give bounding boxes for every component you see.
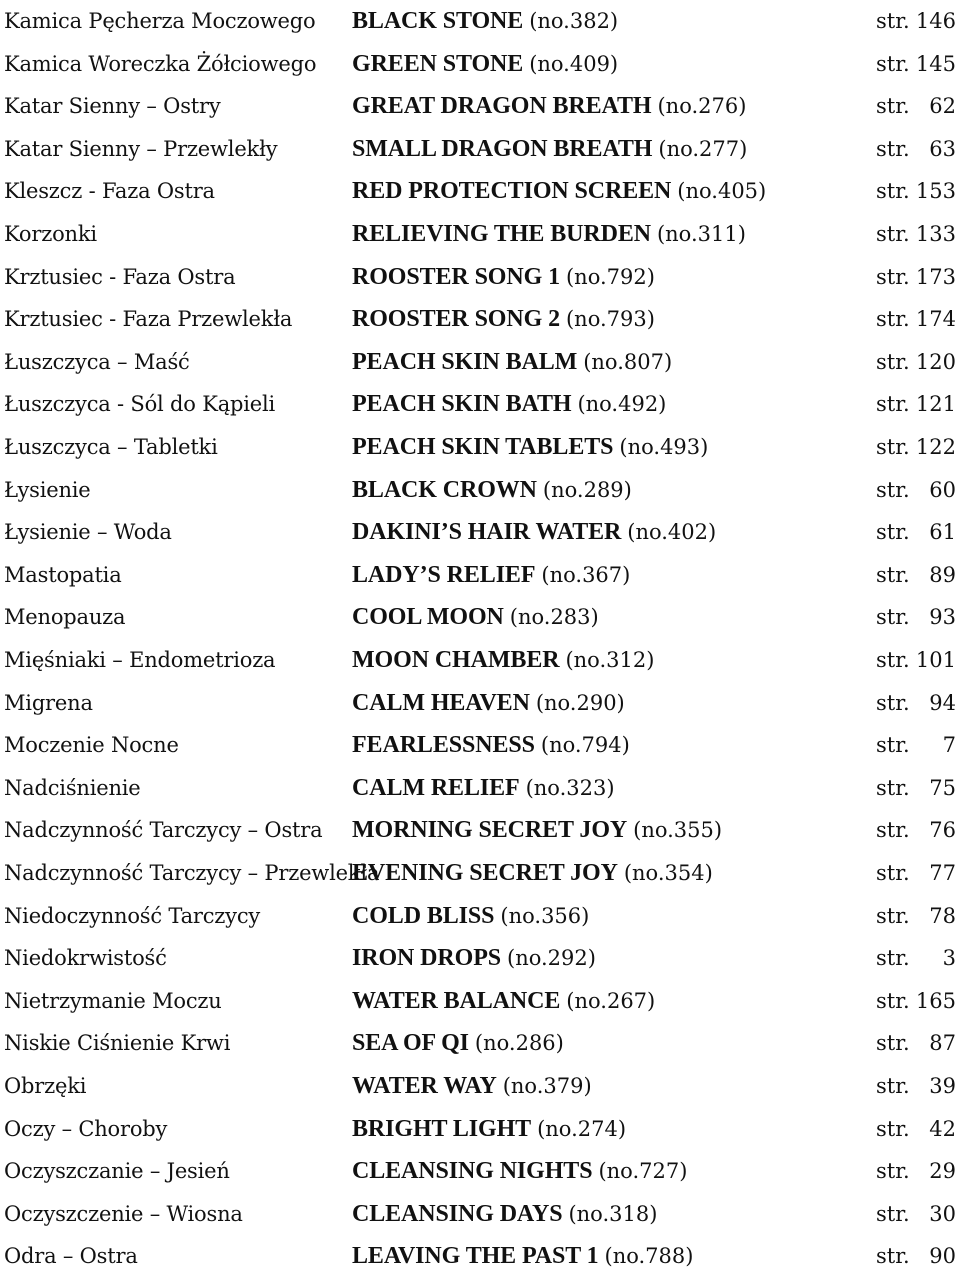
page-number: 90: [929, 1244, 956, 1269]
page-prefix: str.: [876, 222, 910, 246]
remedy-cell: [352, 852, 713, 894]
page-prefix: str.: [876, 946, 910, 971]
index-entry-row: [0, 682, 960, 724]
page-prefix: str.: [876, 264, 910, 289]
condition-name: Łysienie – Woda: [4, 520, 172, 545]
remedy-cell: [352, 213, 746, 255]
page-number: 101: [915, 648, 956, 672]
remedy-number: (no.292): [507, 946, 596, 971]
condition-name: Kamica Pęcherza Moczowego: [4, 9, 316, 33]
remedy-cell: [352, 426, 708, 468]
remedy-name: FEARLESSNESS: [352, 732, 535, 759]
index-entry-row: [0, 256, 960, 298]
remedy-number: (no.794): [540, 733, 630, 758]
index-entry-row: [0, 1065, 960, 1107]
index-entry-row: [0, 1193, 960, 1235]
condition-name: Łuszczyca – Maść: [4, 349, 190, 374]
index-entry-row: [0, 980, 960, 1022]
remedy-name: PEACH SKIN BATH: [352, 391, 572, 418]
remedy-name: PEACH SKIN TABLETS: [352, 434, 614, 460]
page-number: 173: [915, 264, 956, 289]
page-number: 93: [929, 605, 956, 630]
index-entry-row: [0, 724, 960, 766]
condition-name: Korzonki: [4, 222, 97, 246]
condition-name: Mastopatia: [4, 562, 122, 587]
page-prefix: str.: [876, 94, 910, 119]
index-entry-row: [0, 85, 960, 127]
remedy-number: (no.312): [565, 648, 655, 672]
page-prefix: str.: [876, 690, 910, 715]
index-entry-row: [0, 128, 960, 170]
remedy-number: (no.793): [565, 307, 655, 332]
page-number: 121: [915, 392, 956, 417]
index-entry-row: [0, 809, 960, 851]
index-entry-row: [0, 298, 960, 340]
page-prefix: str.: [876, 307, 910, 332]
remedy-cell: [352, 937, 596, 979]
page-prefix: str.: [876, 903, 910, 928]
page-number: 63: [929, 136, 956, 161]
remedy-cell: [352, 511, 716, 553]
page-number: 133: [915, 222, 956, 246]
condition-name: Niskie Ciśnienie Krwi: [4, 1031, 231, 1056]
condition-name: Krztusiec - Faza Ostra: [4, 264, 236, 289]
page-number: 174: [915, 307, 956, 332]
remedy-name: PEACH SKIN BALM: [352, 348, 578, 375]
index-entry-row: [0, 852, 960, 894]
remedy-number: (no.354): [623, 861, 713, 885]
page-prefix: str.: [876, 605, 910, 630]
remedy-cell: [352, 1235, 693, 1277]
page-number: 61: [929, 520, 956, 545]
remedy-cell: [352, 298, 655, 340]
remedy-cell: [352, 554, 630, 596]
index-entry-row: [0, 1022, 960, 1064]
remedy-cell: [352, 767, 615, 809]
remedy-number: (no.409): [529, 51, 619, 76]
remedy-number: (no.727): [598, 1159, 688, 1184]
page-number: 42: [929, 1116, 956, 1141]
remedy-cell: [352, 596, 599, 638]
remedy-cell: [352, 980, 655, 1022]
index-entry-row: [0, 1235, 960, 1277]
page-number: 94: [929, 690, 956, 715]
remedy-cell: [352, 469, 632, 511]
remedy-cell: [352, 895, 589, 937]
page-number: 120: [915, 349, 956, 374]
page-number: 7: [942, 733, 956, 758]
condition-name: Nadczynność Tarczycy – Przewlekła: [4, 861, 380, 885]
page-prefix: str.: [876, 1116, 910, 1141]
remedy-cell: [352, 639, 654, 681]
index-entry-row: [0, 341, 960, 383]
page-prefix: str.: [876, 818, 910, 843]
remedy-number: (no.323): [525, 775, 615, 800]
page-number: 122: [915, 435, 956, 459]
index-entry-row: [0, 383, 960, 425]
remedy-number: (no.382): [529, 9, 619, 33]
remedy-number: (no.356): [500, 903, 590, 928]
remedy-name: CLEANSING DAYS: [352, 1200, 563, 1227]
condition-name: Migrena: [4, 690, 93, 715]
page-prefix: str.: [876, 562, 910, 587]
page-prefix: str.: [876, 349, 910, 374]
condition-name: Odra – Ostra: [4, 1244, 138, 1269]
remedy-number: (no.290): [535, 690, 625, 715]
remedy-name: IRON DROPS: [352, 945, 502, 972]
page-prefix: str.: [876, 1074, 910, 1098]
condition-name: Mięśniaki – Endometrioza: [4, 648, 276, 672]
remedy-name: COLD BLISS: [352, 902, 495, 929]
index-entry-row: [0, 43, 960, 85]
page-prefix: str.: [876, 136, 910, 161]
remedy-cell: [352, 809, 722, 851]
condition-name: Kamica Woreczka Żółciowego: [4, 51, 317, 76]
remedy-number: (no.267): [566, 988, 656, 1013]
page-prefix: str.: [876, 861, 910, 885]
remedy-cell: [352, 1022, 564, 1064]
remedy-cell: [352, 383, 666, 425]
remedy-name: CALM HEAVEN: [352, 689, 530, 716]
remedy-cell: [352, 341, 672, 383]
page-prefix: str.: [876, 733, 910, 758]
page-prefix: str.: [876, 775, 910, 800]
remedy-name: BRIGHT LIGHT: [352, 1115, 532, 1142]
remedy-name: RED PROTECTION SCREEN: [352, 178, 672, 205]
page-number: 60: [929, 477, 956, 502]
remedy-name: RELIEVING THE BURDEN: [352, 221, 651, 247]
condition-name: Katar Sienny – Ostry: [4, 94, 221, 119]
index-entry-row: [0, 596, 960, 638]
page-number: 145: [915, 51, 956, 76]
index-entry-row: [0, 1108, 960, 1150]
index-entry-row: [0, 213, 960, 255]
remedy-name: BLACK STONE: [352, 8, 524, 34]
remedy-cell: [352, 682, 625, 724]
remedy-name: WATER BALANCE: [352, 987, 561, 1014]
remedy-number: (no.311): [656, 222, 746, 246]
page-number: 76: [929, 818, 956, 843]
condition-name: Nadciśnienie: [4, 775, 141, 800]
remedy-name: COOL MOON: [352, 604, 504, 631]
remedy-name: LADY’S RELIEF: [352, 561, 536, 588]
condition-name: Niedoczynność Tarczycy: [4, 903, 261, 928]
remedy-number: (no.318): [568, 1201, 658, 1226]
remedy-name: LEAVING THE PAST 1: [352, 1243, 599, 1270]
index-entry-row: [0, 937, 960, 979]
remedy-name: SMALL DRAGON BREATH: [352, 135, 653, 162]
condition-name: Łysienie: [4, 477, 91, 502]
page-number: 3: [942, 946, 956, 971]
remedy-number: (no.286): [474, 1031, 564, 1056]
remedy-cell: [352, 43, 618, 85]
index-entry-row: [0, 1150, 960, 1192]
remedy-name: CLEANSING NIGHTS: [352, 1158, 593, 1185]
remedy-number: (no.283): [509, 605, 599, 630]
page-number: 75: [929, 775, 956, 800]
page-prefix: str.: [876, 51, 910, 76]
condition-name: Łuszczyca - Sól do Kąpieli: [4, 392, 276, 417]
page-prefix: str.: [876, 1244, 910, 1269]
condition-name: Kleszcz - Faza Ostra: [4, 179, 215, 204]
condition-name: Nadczynność Tarczycy – Ostra: [4, 818, 323, 843]
remedy-cell: [352, 1193, 657, 1235]
remedy-number: (no.277): [658, 136, 748, 161]
remedy-number: (no.807): [583, 349, 673, 374]
remedy-name: WATER WAY: [352, 1073, 497, 1099]
condition-name: Menopauza: [4, 605, 126, 630]
remedy-cell: [352, 0, 618, 42]
remedy-number: (no.289): [542, 477, 632, 502]
remedy-name: CALM RELIEF: [352, 774, 520, 801]
condition-name: Oczy – Choroby: [4, 1116, 168, 1141]
condition-name: Łuszczyca – Tabletki: [4, 435, 218, 459]
remedy-name: BLACK CROWN: [352, 476, 537, 503]
remedy-number: (no.788): [604, 1244, 694, 1269]
index-entry-row: [0, 426, 960, 468]
page-number: 87: [929, 1031, 956, 1056]
remedy-number: (no.274): [537, 1116, 627, 1141]
remedy-cell: [352, 1150, 687, 1192]
index-entry-row: [0, 767, 960, 809]
page-number: 39: [929, 1074, 956, 1098]
condition-name: Moczenie Nocne: [4, 733, 179, 758]
index-entry-row: [0, 639, 960, 681]
condition-name: Oczyszczenie – Wiosna: [4, 1201, 243, 1226]
page-number: 77: [929, 861, 956, 885]
condition-name: Katar Sienny – Przewlekły: [4, 136, 278, 161]
remedy-name: MORNING SECRET JOY: [352, 817, 628, 844]
index-entry-row: [0, 469, 960, 511]
page-prefix: str.: [876, 9, 910, 33]
page-number: 78: [929, 903, 956, 928]
page-prefix: str.: [876, 1159, 910, 1184]
index-entry-row: [0, 170, 960, 212]
page-number: 29: [929, 1159, 956, 1184]
remedy-number: (no.355): [633, 818, 723, 843]
remedy-number: (no.367): [541, 562, 631, 587]
index-entry-row: [0, 895, 960, 937]
page-prefix: str.: [876, 477, 910, 502]
remedy-name: ROOSTER SONG 1: [352, 263, 560, 290]
remedy-cell: [352, 724, 630, 766]
condition-name: Obrzęki: [4, 1074, 87, 1098]
remedy-number: (no.405): [677, 179, 767, 204]
condition-name: Oczyszczanie – Jesień: [4, 1159, 230, 1184]
index-entry-row: [0, 0, 960, 42]
page-prefix: str.: [876, 520, 910, 545]
condition-name: Niedokrwistość: [4, 946, 167, 971]
index-entry-row: [0, 554, 960, 596]
condition-name: Krztusiec - Faza Przewlekła: [4, 307, 293, 332]
page-number: 89: [929, 562, 956, 587]
remedy-name: DAKINI’S HAIR WATER: [352, 519, 622, 546]
page-number: 153: [915, 179, 956, 204]
remedy-name: SEA OF QI: [352, 1030, 469, 1057]
page-number: 30: [929, 1201, 956, 1226]
page-prefix: str.: [876, 435, 910, 459]
condition-name: Nietrzymanie Moczu: [4, 988, 222, 1013]
remedy-number: (no.276): [657, 94, 747, 119]
remedy-cell: [352, 1108, 626, 1150]
page-number: 146: [915, 9, 956, 33]
remedy-number: (no.492): [577, 392, 667, 417]
page-prefix: str.: [876, 392, 910, 417]
remedy-name: GREEN STONE: [352, 50, 524, 77]
page-number: 165: [915, 988, 956, 1013]
remedy-name: EVENING SECRET JOY: [352, 860, 618, 886]
remedy-number: (no.402): [627, 520, 717, 545]
remedy-cell: [352, 85, 746, 127]
page-prefix: str.: [876, 988, 910, 1013]
remedy-name: ROOSTER SONG 2: [352, 306, 560, 333]
index-entry-row: [0, 511, 960, 553]
page-prefix: str.: [876, 648, 910, 672]
remedy-number: (no.379): [502, 1074, 592, 1098]
remedy-cell: [352, 256, 655, 298]
page-prefix: str.: [876, 1031, 910, 1056]
page-number: 62: [929, 94, 956, 119]
remedy-cell: [352, 128, 747, 170]
page-prefix: str.: [876, 179, 910, 204]
remedy-name: MOON CHAMBER: [352, 647, 560, 673]
remedy-number: (no.493): [619, 435, 709, 459]
remedy-name: GREAT DRAGON BREATH: [352, 93, 652, 120]
remedy-number: (no.792): [565, 264, 655, 289]
remedy-cell: [352, 1065, 592, 1107]
remedy-cell: [352, 170, 766, 212]
page-prefix: str.: [876, 1201, 910, 1226]
